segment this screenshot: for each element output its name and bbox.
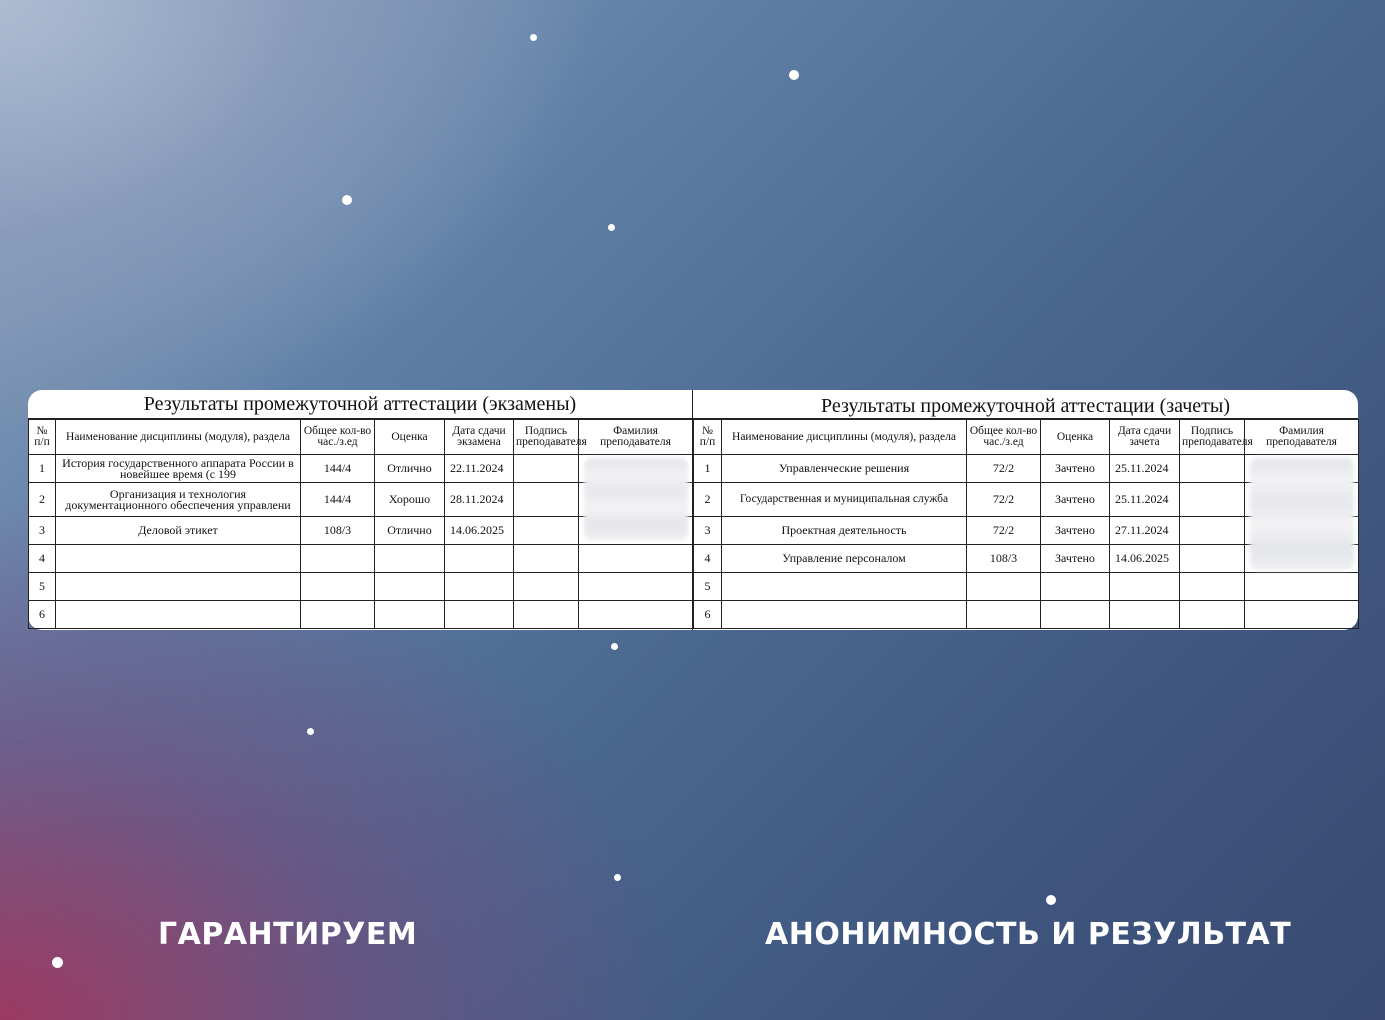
table-row (29, 545, 693, 573)
teacher-cell (579, 601, 693, 629)
hours-value (967, 601, 1041, 629)
date-value: 25.11.2024 (1110, 483, 1180, 517)
row-number: 4 (29, 545, 56, 573)
col-discipline: Наименование дисциплины (модуля), раздела (722, 420, 967, 455)
row-number: 4 (694, 545, 722, 573)
signature-cell (514, 455, 579, 483)
discipline-name: История государственного аппарата России в новейшее время (с 199 (56, 455, 301, 483)
teacher-cell (579, 545, 693, 573)
discipline-name: Государственная и муниципальная служба (722, 483, 967, 517)
table-row (694, 601, 1359, 629)
table-header-row (694, 420, 1359, 455)
date-value: 14.06.2025 (1110, 545, 1180, 573)
table-row (29, 601, 693, 629)
discipline-name (56, 545, 301, 573)
hours-value (301, 545, 375, 573)
row-number: 6 (29, 601, 56, 629)
date-value (445, 573, 514, 601)
row-number: 6 (694, 601, 722, 629)
row-number: 2 (694, 483, 722, 517)
signature-cell (514, 573, 579, 601)
blurred-teacher-names (1250, 458, 1354, 570)
col-number: № п/п (694, 420, 722, 455)
signature-cell (1180, 483, 1245, 517)
discipline-name (56, 601, 301, 629)
grade-value: Отлично (375, 517, 445, 545)
row-number: 2 (29, 483, 56, 517)
table-row (29, 573, 693, 601)
col-grade: Оценка (1041, 420, 1110, 455)
row-number: 3 (694, 517, 722, 545)
signature-cell (1180, 601, 1245, 629)
col-date: Дата сдачи зачета (1110, 420, 1180, 455)
hours-value: 144/4 (301, 483, 375, 517)
grade-value (375, 545, 445, 573)
discipline-name (56, 573, 301, 601)
decor-dot (614, 874, 621, 881)
col-teacher: Фамилия преподавателя (1245, 420, 1359, 455)
signature-cell (1180, 517, 1245, 545)
col-grade: Оценка (375, 420, 445, 455)
decor-dot (611, 643, 618, 650)
discipline-name (722, 573, 967, 601)
row-number: 1 (694, 455, 722, 483)
date-value (1110, 573, 1180, 601)
hours-value (301, 573, 375, 601)
decor-dot (307, 728, 314, 735)
hours-value: 72/2 (967, 483, 1041, 517)
hours-value: 144/4 (301, 455, 375, 483)
credits-section (693, 390, 1358, 630)
decor-dot (789, 70, 799, 80)
decor-dot (342, 195, 352, 205)
col-number: № п/п (29, 420, 56, 455)
col-teacher: Фамилия преподавателя (579, 420, 693, 455)
discipline-name: Управление персоналом (722, 545, 967, 573)
discipline-name (722, 601, 967, 629)
col-discipline: Наименование дисциплины (модуля), раздела (56, 420, 301, 455)
table-row (694, 573, 1359, 601)
table-header-row (29, 420, 693, 455)
hours-value: 108/3 (967, 545, 1041, 573)
date-value: 28.11.2024 (445, 483, 514, 517)
row-number: 3 (29, 517, 56, 545)
decor-dot (608, 224, 615, 231)
hours-value: 72/2 (967, 517, 1041, 545)
row-number: 5 (29, 573, 56, 601)
exams-title: Результаты промежуточной аттестации (экзамены) (28, 390, 692, 419)
discipline-name: Организация и технология документационного обеспечения управлени (56, 483, 301, 517)
decor-dot (530, 34, 537, 41)
grade-value: Хорошо (375, 483, 445, 517)
row-number: 1 (29, 455, 56, 483)
col-hours: Общее кол-во час./з.ед (967, 420, 1041, 455)
date-value (445, 545, 514, 573)
grade-value (375, 573, 445, 601)
teacher-cell (1245, 601, 1359, 629)
signature-cell (1180, 545, 1245, 573)
grade-value (375, 601, 445, 629)
teacher-cell (1245, 573, 1359, 601)
discipline-name: Управленческие решения (722, 455, 967, 483)
date-value: 27.11.2024 (1110, 517, 1180, 545)
signature-cell (514, 545, 579, 573)
col-signature: Подпись преподавателя (514, 420, 579, 455)
grade-value: Зачтено (1041, 517, 1110, 545)
decor-dot (52, 957, 63, 968)
date-value (445, 601, 514, 629)
hours-value: 108/3 (301, 517, 375, 545)
exams-section (28, 390, 692, 630)
date-value (1110, 601, 1180, 629)
hours-value (967, 573, 1041, 601)
blurred-teacher-names (584, 458, 688, 540)
discipline-name: Деловой этикет (56, 517, 301, 545)
col-date: Дата сдачи экзамена (445, 420, 514, 455)
col-hours: Общее кол-во час./з.ед (301, 420, 375, 455)
date-value: 22.11.2024 (445, 455, 514, 483)
decor-dot (1046, 895, 1056, 905)
discipline-name: Проектная деятельность (722, 517, 967, 545)
footer-left-text: ГАРАНТИРУЕМ (158, 917, 418, 952)
date-value: 25.11.2024 (1110, 455, 1180, 483)
grade-value: Зачтено (1041, 455, 1110, 483)
credits-title: Результаты промежуточной аттестации (зачеты) (693, 390, 1358, 419)
signature-cell (514, 517, 579, 545)
grade-value (1041, 601, 1110, 629)
row-number: 5 (694, 573, 722, 601)
hours-value (301, 601, 375, 629)
hours-value: 72/2 (967, 455, 1041, 483)
signature-cell (514, 483, 579, 517)
grade-value: Зачтено (1041, 545, 1110, 573)
signature-cell (1180, 573, 1245, 601)
grade-value: Зачтено (1041, 483, 1110, 517)
grade-record-card (28, 390, 1358, 630)
grade-value (1041, 573, 1110, 601)
signature-cell (1180, 455, 1245, 483)
footer-right-text: АНОНИМНОСТЬ И РЕЗУЛЬТАТ (765, 917, 1292, 952)
signature-cell (514, 601, 579, 629)
col-signature: Подпись преподавателя (1180, 420, 1245, 455)
date-value: 14.06.2025 (445, 517, 514, 545)
grade-value: Отлично (375, 455, 445, 483)
teacher-cell (579, 573, 693, 601)
